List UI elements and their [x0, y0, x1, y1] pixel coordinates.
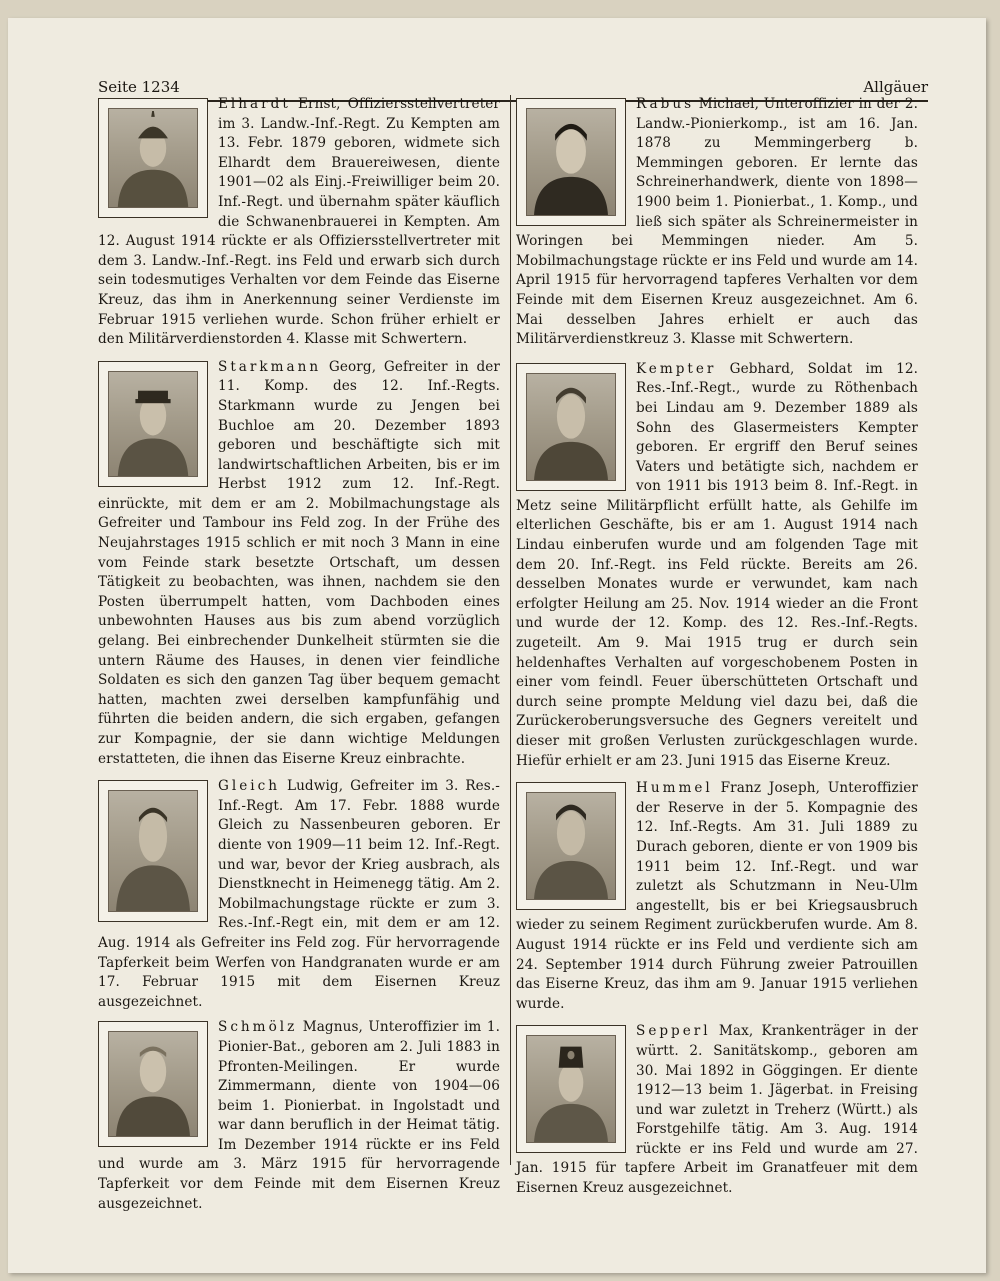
soldier-name: Kempter: [636, 360, 717, 377]
soldier-name: Schmölz: [218, 1019, 298, 1036]
soldier-name: Hummel: [636, 780, 713, 797]
soldier-portrait: [98, 780, 208, 922]
soldier-portrait: [98, 98, 208, 218]
obituary-entry: [516, 95, 918, 350]
soldier-name: Elhardt: [218, 96, 291, 112]
right-column: [516, 95, 918, 1209]
soldier-portrait: [516, 98, 626, 226]
obituary-entry: [98, 358, 500, 769]
publication-name: Allgäuer: [863, 78, 928, 96]
soldier-name: Rabus: [636, 96, 695, 112]
left-column: [98, 95, 500, 1224]
biography-text: Ernst, Offiziersstellvertreter im 3. Landw.-Inf.-Regt. Zu Kempten am 13. Febr. 1879 geboren, widmete sich Elhardt dem Brauereiwesen, diente 1901—02 als Einj.-Freiwilliger beim 20. Inf.-Regt. und übernahm später käuflich die Schwanenbrauerei in Kempten. Am 12. August 1914 rückte er als Offiziersstellvertreter mit dem 3. Landw.-Inf.-Regt. ins Feld und erwarb sich durch sein todesmutiges Verhalten vor dem Feinde das Eiserne Kreuz, das ihm in Anerkennung seiner Verdienste im Februar 1915 verliehen wurde. Schon früher erhielt er den Militärverdienstorden 4. Klasse mit Schwertern.: [98, 96, 500, 348]
biography-text: Max, Krankenträger in der württ. 2. Sanitätskomp., geboren am 30. Mai 1892 in Göggingen. Er diente 1912—13 beim 1. Jägerbat. in Freising und war zuletzt in Treherz (Württ.) als Forstgehilfe tätig. Am 3. Aug. 1914 rückte er ins Feld und wurde am 27. Jan. 1915 für tapfere Arbeit im Granatfeuer mit dem Eisernen Kreuz ausgezeichnet.: [516, 1023, 918, 1197]
biography-text: Georg, Gefreiter in der 11. Komp. des 12. Inf.-Regts. Starkmann wurde zu Jengen bei Buchloe am 20. Dezember 1893 geboren und beschäftigte sich mit landwirtschaftlichen Arbeiten, bis er im Herbst 1912 zum 12. Inf.-Regt. einrückte, mit dem er am 2. Mobilmachungstage als Gefreiter und Tambour ins Feld zog. In der Frühe des Neujahrstages 1915 schlich er mit noch 3 Mann in eine vom Feinde stark besetzte Ortschaft, um dessen Tätigkeit zu beobachten, was ihnen, nachdem sie den Posten überrumpelt hatten, vom Dachboden eines unbewohnten Hauses aus bis zum abend vorzüglich gelang. Bei einbrechender Dunkelheit stürmten sie die untern Räume des Hauses, in denen vier feindliche Soldaten es sich den ganzen Tag über bequem gemacht hatten, machten zwei derselben kampfunfähig und führten die beiden andern, die sich ergaben, gefangen zur Kompagnie, der sie dann wichtige Meldungen erstatteten, die ihnen das Eiserne Kreuz einbrachte.: [98, 358, 500, 767]
biography-text: Michael, Unteroffizier in der 2. Landw.-Pionierkomp., ist am 16. Jan. 1878 zu Memmingerberg b. Memmingen geboren. Er lernte das Schreinerhandwerk, diente von 1898—1900 beim 1. Pionierbat., 1. Komp., und ließ sich später als Schreinermeister in Woringen bei Memmingen nieder. Am 5. Mobilmachungstage rückte er ins Feld und wurde am 14. April 1915 für hervorragend tapferes Verhalten vor dem Feinde mit dem Eisernen Kreuz ausgezeichnet. Am 6. Mai desselben Jahres erhielt er auch das Militärverdienstkreuz 3. Klasse mit Schwertern.: [516, 96, 919, 348]
obituary-entry: [516, 360, 918, 771]
soldier-portrait: [98, 1021, 208, 1147]
obituary-entry: [98, 777, 500, 1012]
soldier-portrait: [516, 1025, 626, 1153]
column-divider: [510, 95, 511, 1165]
soldier-name: Gleich: [218, 778, 280, 795]
biography-text: Ludwig, Gefreiter im 3. Res.-Inf.-Regt. Am 17. Febr. 1888 wurde Gleich zu Nassenbeuren geboren. Er diente von 1909—11 beim 12. Inf.-Regt. und war, bevor der Krieg ausbrach, als Dienstknecht in Heimenegg tätig. Am 2. Mobilmachungstage rückte er zum 3. Res.-Inf.-Regt ein, mit dem er am 12. Aug. 1914 als Gefreiter ins Feld zog. Für hervorragende Tapferkeit beim Werfen von Handgranaten wurde er am 17. Februar 1915 mit dem Eisernen Kreuz ausgezeichnet.: [98, 778, 500, 1010]
soldier-portrait: [516, 782, 626, 910]
obituary-entry: [98, 1018, 500, 1214]
biography-text: Franz Joseph, Unteroffizier der Reserve in der 5. Kompagnie des 12. Inf.-Regts. Am 31. Juli 1889 zu Durach geboren, diente er von 1909 bis 1911 beim 12. Inf.-Regt. und war zuletzt als Schutzmann in Neu-Ulm angestellt, bis er bei Kriegsausbruch wieder zu seinem Regiment zurückberufen wurde. Am 8. August 1914 rückte er ins Feld und verdiente sich am 24. September 1914 durch Führung zweier Patrouillen das Eiserne Kreuz, das ihm am 9. Januar 1915 verliehen wurde.: [516, 780, 919, 1012]
obituary-entry: [516, 779, 918, 1014]
biography-text: Gebhard, Soldat im 12. Res.-Inf.-Regt., wurde zu Röthenbach bei Lindau am 9. Dezember 1889 als Sohn des Glasermeisters Kempter geboren. Er ergriff den Beruf seines Vaters und betätigte sich, nachdem er von 1911 bis 1913 beim 8. Inf.-Regt. in Metz seine Militärpflicht erfüllt hatte, als Gehilfe im elterlichen Geschäfte, bis er am 1. August 1914 nach Lindau einberufen wurde und am folgenden Tage mit dem 20. Inf.-Regt. ins Feld rückte. Bereits am 26. desselben Monates wurde er verwundet, kam nach erfolgter Heilung am 25. Nov. 1914 wieder an die Front und wurde der 12. Komp. des 12. Res.-Inf.-Regts. zugeteilt. Am 9. Mai 1915 trug er durch sein heldenhaftes Verhalten auf vorgeschobenem Posten in einer vom feindl. Feuer überschütteten Ortschaft und durch seine prompte Meldung viel dazu bei, daß die Zurückeroberungsversuche des Gegners vereitelt und dieser mit großen Verlusten zurückgeschlagen wurde. Hiefür erhielt er am 23. Juni 1915 das Eiserne Kreuz.: [516, 360, 919, 769]
page-number: Seite 1234: [98, 78, 180, 96]
soldier-name: Sepperl: [636, 1023, 711, 1040]
biography-text: Magnus, Unteroffizier im 1. Pionier-Bat., geboren am 2. Juli 1883 in Pfronten-Meilingen. Er wurde Zimmermann, diente von 1904—06 beim 1. Pionierbat. in Ingolstadt und war dann beruflich in der Heimat tätig. Im Dezember 1914 rückte er ins Feld und wurde am 3. März 1915 für hervorragende Tapferkeit vor dem Feinde mit dem Eisernen Kreuz ausgezeichnet.: [98, 1019, 500, 1212]
soldier-portrait: [98, 361, 208, 487]
obituary-entry: [516, 1022, 918, 1198]
soldier-portrait: [516, 363, 626, 491]
obituary-entry: [98, 95, 500, 350]
soldier-name: Starkmann: [218, 358, 322, 375]
